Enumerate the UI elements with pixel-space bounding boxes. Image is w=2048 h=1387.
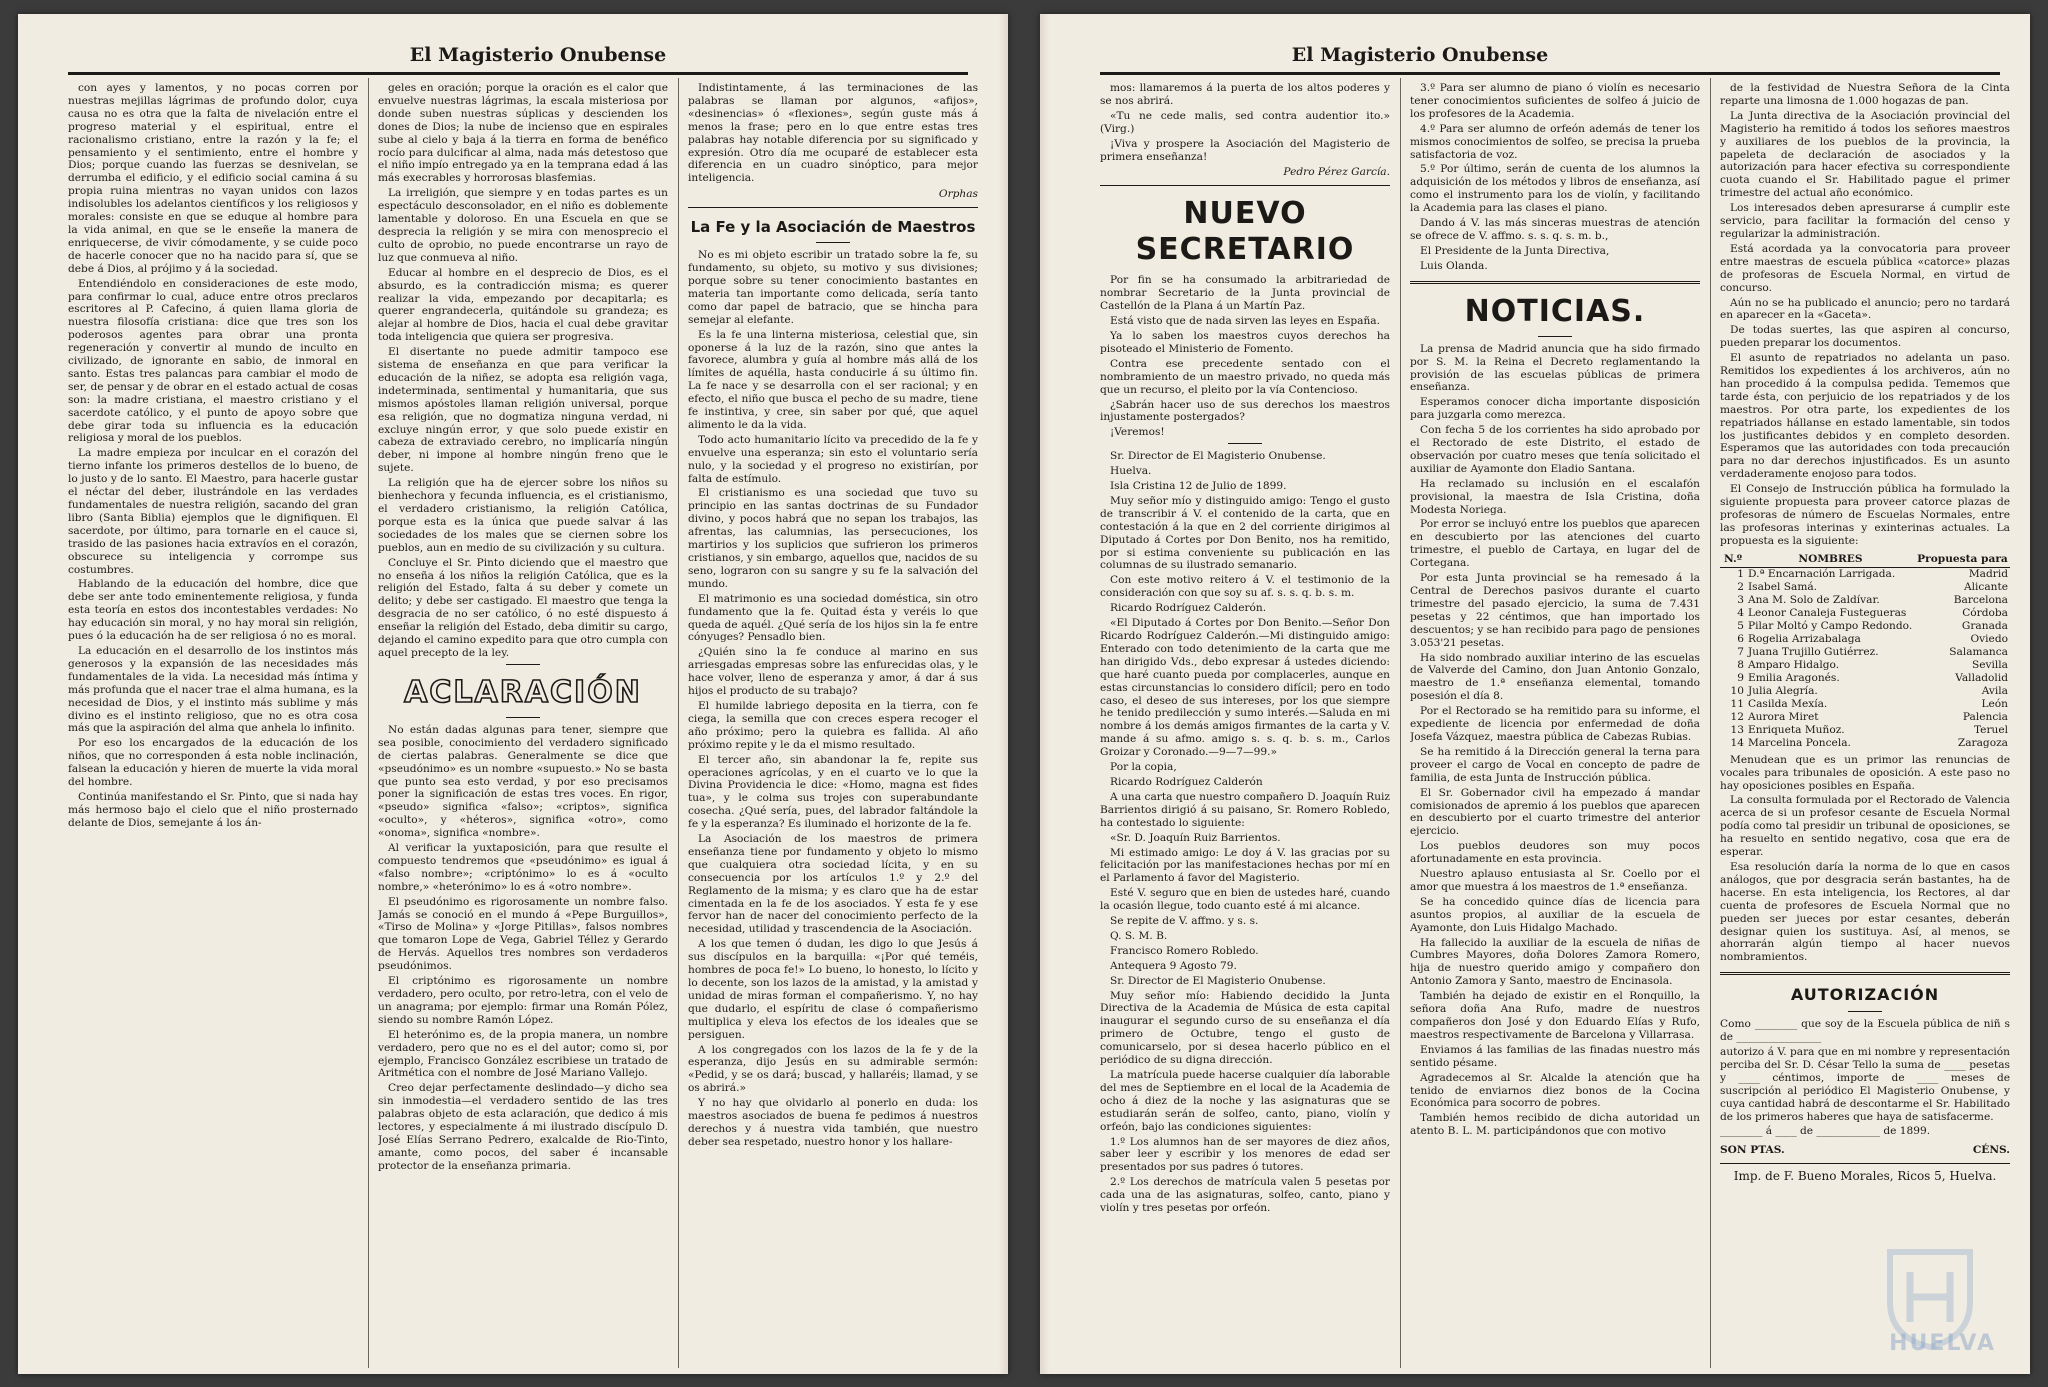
row-destination: Avila (1981, 684, 2008, 697)
left-column-2 (378, 82, 668, 1362)
col3a-text (688, 82, 978, 185)
paragraph: Huelva. (1110, 465, 1152, 478)
form-text (1720, 1018, 2010, 1138)
paragraph: de la festividad de Nuestra Señora de la Cinta reparte una limosna de 1.000 hogazas de pan. (1720, 82, 2010, 107)
paragraph: También hemos recibido de dicha autoridad un atento B. L. M. participándonos que con motivo (1410, 1112, 1700, 1138)
row-destination: Valladolid (1955, 671, 2008, 684)
paragraph: ¡Viva y prospere la Asociación del Magisterio de primera enseñanza! (1100, 137, 1390, 163)
table-row (1720, 581, 2010, 594)
paragraph: Nuestro aplauso entusiasta al Sr. Coello por el amor que muestra á los maestros de 1.ª enseñanza. (1410, 868, 1700, 893)
paragraph: Está visto que de nada sirven las leyes en España. (1110, 315, 1380, 328)
paragraph: El criptónimo es rigorosamente un nombre verdadero, pero oculto, por retro-letra, con el velo de un anagrama; por ejemplo: firmar una Román Pólez, siendo su nombre Ramón López. (378, 975, 668, 1026)
paragraph: mos: llamaremos á la puerta de los altos poderes y se nos abrirá. (1100, 82, 1390, 107)
orphas-signature: Orphas (938, 188, 978, 201)
right-page (1040, 14, 2030, 1374)
left-column-1 (68, 82, 358, 1362)
row-name: Rogelia Arrizabalaga (1748, 632, 1861, 645)
paragraph: A una carta que nuestro compañero D. Joaquín Ruiz Barrientos dirigió á su paisano, Sr. Romero Robledo, ha contestado lo siguiente: (1100, 790, 1390, 829)
table-row (1720, 685, 2010, 698)
paragraph: La madre empieza por inculcar en el corazón del tierno infante los primeros destellos de lo bueno, de lo justo y de lo santo. El Maestro, para hacerle gustar el néctar del deber, ilustrándole en las verdades fundamentales de nuestra religión, sacando del gran libro (Santa Biblia) ejemplos que le dignifiquen. El sacerdote, por último, para tornarle en el cauce si, trasido de las pasiones hacia extravíos en el corazón, obscurece su inteligencia y corrompe sus costumbres. (68, 447, 358, 576)
paragraph: Francisco Romero Robledo. (1110, 944, 1259, 957)
perez-signature: Pedro Pérez García. (1283, 166, 1390, 179)
paragraph: A los que temen ó dudan, les digo lo que Jesús á sus discípulos en la barquilla: «¡Por qué teméis, hombres de poca fe!» Lo bueno, lo honesto, lo lícito y lo decente, son los lazos de la amistad, y la amistad y unidad de miras forman el compañerismo. Y, no hay que dudarlo, el espíritu de clase ó compañerismo multiplica y eleva los efectos de los ideales que se persiguen. (688, 938, 978, 1041)
paragraph: Al verificar la yuxtaposición, para que resulte el compuesto tendremos que «pseudónimo» es igual á «falso nombre»; «criptónimo» lo es á «oculto nombre,» «heterónimo» lo es á «otro nombre». (378, 842, 668, 893)
form-footer (1720, 1144, 2010, 1157)
paragraph: 4.º Para ser alumno de orfeón además de tener los mismos conocimientos de solfeo, se precisa la prueba satisfactoria de voz. (1410, 122, 1700, 161)
row-destination: León (1981, 697, 2008, 710)
row-destination: Madrid (1968, 567, 2008, 580)
paragraph: Se repite de V. affmo. y s. s. (1110, 915, 1259, 928)
paragraph: Los interesados deben apresurarse á cumplir este servicio, para facilitar la formación del censo y regularizar la administración. (1720, 202, 2010, 240)
paragraph: Todo acto humanitario lícito va precedido de la fe y envuelve una esperanza; sin esto el voluntario sería nulo, y la sociedad y el progreso no existirían, por falta de estímulo. (688, 433, 978, 485)
row-number: 1 (1737, 567, 1744, 580)
row-destination: Sevilla (1972, 658, 2008, 671)
paragraph: Con este motivo reitero á V. el testimonio de la consideración con que soy su af. s. s. q. b. s. m. (1100, 574, 1390, 600)
paragraph: Por la copia, (1110, 761, 1177, 774)
row-number: 14 (1730, 736, 1744, 749)
paragraph: El tercer año, sin abandonar la fe, repite sus operaciones agrícolas, y en el cuarto ve lo que la Divina Providencia le dice: «Homo, magna est fides tua», y le colma sus trojes con superabundante cosecha. ¿Qué sería, pues, del labrador faltándole la fe y la esperanza? Es iluminado el horizonte de la fe. (688, 753, 978, 831)
row-name: D.ª Encarnación Larrigada. (1748, 567, 1896, 580)
paragraph: geles en oración; porque la oración es el calor que envuelve nuestras lágrimas, la escala misteriosa por donde suben nuestras súplicas y descienden los dones de Dios; la nube de incienso que en espirales sube al cielo y baja á la tierra en forma de benéfico rocío para dulcificar al alma, nada más detestoso que el niño impío entregado ya en la temprana edad á las más execrables y horrorosas blasfemias. (378, 82, 668, 185)
row-number: 8 (1737, 658, 1744, 671)
paragraph: No es mi objeto escribir un tratado sobre la fe, su fundamento, su objeto, su motivo y sus divisiones; porque sobre su tener conocimiento bastantes en materia tan importante como delicada, sería tanto como dar papel de batracio, que se hincha para semejar al elefante. (688, 249, 978, 326)
table-row (1720, 724, 2010, 737)
right-column-1 (1100, 82, 1390, 1362)
table-row (1720, 594, 2010, 607)
paragraph: Continúa manifestando el Sr. Pinto, que si nada hay más hermoso bajo el cielo que el niño prosternado delante de Dios, semejante á los án- (68, 790, 358, 829)
form-footer-cens: CÉNS. (1972, 1144, 2010, 1157)
row-destination: Teruel (1973, 723, 2008, 736)
paragraph: La educación en el desarrollo de los instintos más generosos y la expansión de las necesidades más fundamentales de la vida. La necesidad más íntima y más profunda que el nacer trae el alma humana, es la necesidad de Dios, y el instinto más sublime y más divino es el instinto religioso, que no es otra cosa más que la aspiración del alma que anhela lo infinito. (68, 644, 358, 735)
paragraph: El humilde labriego deposita en la tierra, con fe ciega, la semilla que con creces espera recoger el año próximo; pero la quiebra es fallida. Al año próximo repite y le da el mismo resultado. (688, 699, 978, 751)
paragraph: Concluye el Sr. Pinto diciendo que el maestro que no enseña á los niños la religión Católica, que es la religión del Estado, falta á su deber y comete un delito; y debe ser castigado. El maestro que tenga la desgracia de no ser católico, ó no esté dispuesto á enseñar la religión del Estado, deba dimitir su cargo, dejando el camino expedito para que otro cumpla con aquel precepto de la ley. (378, 556, 668, 659)
aclaracion-headline: ACLARACIÓN (404, 674, 642, 710)
paragraph: El Consejo de Instrucción pública ha formulado la siguiente propuesta para proveer catorce plazas de profesoras de número de Escuelas Normales, entre las profesoras interinas y exinterinas actuales. La propuesta es la siguiente: (1720, 483, 2010, 547)
paragraph: 5.º Por último, serán de cuenta de los alumnos la adquisición de los métodos y libros de enseñanza, así como el instrumento para los de violín, y facilitando la Academia para las clases el piano. (1410, 163, 1700, 215)
row-number: 13 (1730, 723, 1744, 736)
row-name: Pilar Moltó y Campo Redondo. (1748, 619, 1913, 632)
row-name: Amparo Hidalgo. (1748, 658, 1840, 671)
paragraph: Antequera 9 Agosto 79. (1110, 959, 1237, 972)
separator (1228, 443, 1262, 444)
nuevo-secretario-headline: NUEVO SECRETARIO (1135, 196, 1355, 268)
table-row (1720, 737, 2010, 750)
paragraph: No están dadas algunas para tener, siempre que sea posible, conocimiento del verdadero significado de ciertas palabras. Generalmente se dice que «pseudónimo» es un nombre «supuesto.» No se basta que punto sea esto verdad, y por eso precisamos poner la significación de estas tres voces. En rigor, «pseudo» significa «falso»; «criptos», significa «oculto», y «héteros», significa «otro», como «onoma», significa «nombre». (378, 723, 668, 840)
col6a-text (1720, 82, 2010, 548)
row-destination: Palencia (1962, 710, 2008, 723)
paragraph: Contra ese precedente sentado con el nombramiento de un maestro privado, no queda más que un recurso, el pleito por la vía Contencioso. (1100, 357, 1390, 396)
paragraph: «Tu ne cede malis, sed contra audentior ito.» (Virg.) (1100, 109, 1390, 135)
paragraph: La prensa de Madrid anuncia que ha sido firmado por S. M. la Reina el Decreto reglamentando la provisión de las escuelas públicas de primera enseñanza. (1410, 342, 1700, 394)
fe-headline: La Fe y la Asociación de Maestros (690, 218, 976, 237)
paragraph: Ha sido nombrado auxiliar interino de las escuelas de Valverde del Camino, don Juan Antonio Gonzalo, maestro de 1.ª enseñanza elemental, tomando posesión el día 8. (1410, 651, 1700, 703)
right-column-3 (1720, 82, 2010, 1362)
row-name: Casilda Mexía. (1748, 697, 1828, 710)
paragraph: Con fecha 5 de los corrientes ha sido aprobado por el Rectorado de este Distrito, el estado de observación por cuatro meses que tenía solicitado el auxiliar de Ayamonte don Eladio Santana. (1410, 424, 1700, 475)
row-destination: Barcelona (1953, 593, 2008, 606)
paragraph: La irreligión, que siempre y en todas partes es un espectáculo desconsolador, en el niño es doblemente lamentable y doloroso. En una Escuela en que se desprecia la religión y se mira con menosprecio el culto de oprobio, no puede encontrarse un rayo de luz que conmueva al niño. (378, 187, 668, 264)
paragraph: Menudean que es un primor las renuncias de vocales para tribunales de oposición. A este paso no hay oposiciones posibles en España. (1720, 753, 2010, 792)
masthead-left: El Magisterio Onubense (409, 44, 667, 66)
table-row (1720, 698, 2010, 711)
noticias-headline: NOTICIAS. (1464, 293, 1646, 329)
separator (1720, 1163, 2010, 1164)
paragraph: Ha reclamado su inclusión en el escalafón provisional, la maestra de Isla Cristina, doña Modesta Noriega. (1410, 477, 1700, 516)
separator (688, 207, 978, 208)
row-destination: Granada (1961, 619, 2008, 632)
col5b-text (1410, 343, 1700, 1138)
row-destination: Zaragoza (1957, 736, 2008, 749)
col4c-text (1100, 450, 1390, 1215)
paragraph: Es la fe una linterna misteriosa, celestial que, sin oponerse á la luz de la razón, sino que antes la favorece, alumbra y guía al hombre más allá de los límites de aquélla, hasta conducirle á su último fin. La fe nace y se desarrolla con el ser racional; y en efecto, el niño que busca el pecho de su madre, tiene fe instintiva, y cree, sin saber por qué, que aquel alimento le da la vida. (688, 328, 978, 431)
paragraph: ¿Quién sino la fe conduce al marino en sus arriesgadas empresas sobre las enfurecidas olas, y le hace volver, lleno de esperanza y amor, á dar á sus hijos el producto de su trabajo? (688, 646, 978, 698)
paragraph: 2.º Los derechos de matrícula valen 5 pesetas por cada una de las asignaturas, solfeo, canto, piano y violín y tres pesetas por orfeón. (1100, 1176, 1390, 1215)
row-name: Julia Alegría. (1748, 684, 1818, 697)
paragraph: Por esta Junta provincial se ha remesado á la Central de Derechos pasivos durante el cuarto trimestre del pasado ejercicio, la suma de 7.431 pesetas y 22 céntimos, que han importado los descuentos; y se han recibido para pago de pensiones 3.053'21 pesetas. (1410, 572, 1700, 649)
paragraph: ________ á ____ de ____________ de 1899. (1720, 1125, 1931, 1138)
paragraph: Por eso los encargados de la educación de los niños, que no corresponden á esta noble inclinación, falsean la educación y hieren de muerte la vida moral del hombre. (68, 737, 358, 789)
row-name: Ana M. Solo de Zaldívar. (1748, 593, 1880, 606)
paragraph: El Sr. Gobernador civil ha empezado á mandar comisionados de apremio á los pueblos que aparecen en descubierto por el cuarto trimestre del anterior ejercicio. (1410, 786, 1700, 838)
paragraph: Enviamos á las familias de las finadas nuestro más sentido pésame. (1410, 1043, 1700, 1069)
column-rule (1400, 78, 1401, 1368)
paragraph: ¡Veremos! (1110, 426, 1165, 439)
paragraph: Hablando de la educación del hombre, dice que debe ser ante todo eminentemente religiosa, y funda esta teoría en estos dos incontestables verdades: No hay educación sin moral, y no hay moral sin religión, pues ó la educación ha de ser religiosa ó no es moral. (68, 578, 358, 643)
paragraph: Creo dejar perfectamente deslindado—y dicho sea sin inmodestia—el verdadero sentido de las tres palabras objeto de esta aclaración, que dedico á mis lectores, y especialmente á mi ilustrado discípulo D. José Elías Serrano Pedrero, exalcalde de Rio-Tinto, amante, como pocos, del saber é incansable protector de la enseñanza primaria. (378, 1082, 668, 1172)
row-number: 2 (1737, 580, 1744, 593)
col5a-text (1410, 82, 1700, 273)
table-row (1720, 646, 2010, 659)
paragraph: Sr. Director de El Magisterio Onubense. (1110, 450, 1326, 463)
paragraph: Aún no se ha publicado el anuncio; pero no tardará en aparecer en la «Gaceta». (1720, 296, 2010, 322)
table-row (1720, 711, 2010, 724)
paragraph: Se ha concedido quince días de licencia para asuntos propios, al auxiliar de la escuela de Ayamonte, don Luis Hidalgo Machado. (1410, 895, 1700, 934)
masthead-rule-left (68, 72, 968, 75)
paragraph: ¿Sabrán hacer uso de sus derechos los maestros injustamente postergados? (1100, 398, 1390, 424)
paragraph: El pseudónimo es rigorosamente un nombre falso. Jamás se conoció en el mundo á «Pepe Burguillos», «Tirso de Molina» y «Jorge Pitillas», falsos nombres que tomaron Lope de Vega, Gabriel Téllez y Gerardo de Hervás. Aquellos tres nombres son verdaderos pseudónimos. (378, 895, 668, 973)
paragraph: Isla Cristina 12 de Julio de 1899. (1110, 480, 1287, 493)
page-fold (1040, 14, 1050, 1374)
left-column-3 (688, 82, 978, 1362)
row-name: Aurora Miret (1748, 710, 1819, 723)
paragraph: El cristianismo es una sociedad que tuvo su principio en las santas doctrinas de su Fundador divino, y pocos habrá que no sepan los trabajos, las afrentas, las calumnias, las persecuciones, los martirios y los suplicios que sufrieron los primeros cristianos, y sin embargo, aquellos que, nacidos de su seno, lograron con su sangre y su fe la salvación del mundo. (688, 487, 978, 590)
masthead-right: El Magisterio Onubense (1291, 44, 1549, 66)
paragraph: La religión que ha de ejercer sobre los niños su bienhechora y fecunda influencia, es el cristianismo, el verdadero cristianismo, la religión Católica, porque esta es la única que puede salvar á las sociedades de los males que se ciernen sobre los pueblos, aun en medio de su civilización y su cultura. (378, 477, 668, 554)
paragraph: El heterónimo es, de la propia manera, un nombre verdadero, pero que no es el del autor; como si, por ejemplo, Francisco González escribiese un tratado de Aritmética con el nombre de José Mariano Vallejo. (378, 1028, 668, 1080)
paragraph: Ricardo Rodríguez Calderón (1110, 775, 1263, 788)
paragraph: «El Diputado á Cortes por Don Benito.—Señor Don Ricardo Rodríguez Calderón.—Mi distinguido amigo: Enterado con todo detenimiento de la carta que me han dirigido Vds., debo expresar á ustedes diciendo: que haré cuanto pueda por complacerles, aunque en estas circunstancias lo considero difícil; pero en todo caso, el deseo de sus intereses, por los que siempre he tenido predilección y sumo interés.—Saluda en mi nombre á los demás amigos firmantes de la carta y V. mande á su afmo. amigo s. s. q. b. s. m., Carlos Groizar y Coronado.—9—7—99.» (1100, 617, 1390, 759)
column-rule (678, 78, 679, 1368)
paragraph: Por el Rectorado se ha remitido para su informe, el expediente de licencia por enfermedad de doña Josefa Vázquez, maestra pública de Cabezas Rubias. (1410, 705, 1700, 743)
row-destination: Córdoba (1962, 606, 2008, 619)
paragraph: Esperamos conocer dicha importante disposición para juzgarla como merezca. (1410, 396, 1700, 422)
paragraph: Como ________ que soy de la Escuela pública de niñ s de ________________ (1720, 1018, 2010, 1044)
row-name: Isabel Samá. (1748, 580, 1818, 593)
paragraph: Está acordada ya la convocatoria para proveer entre maestras de escuela pública «catorce» plazas de profesoras de Escuela Normal, en virtud de concurso. (1720, 242, 2010, 294)
row-destination: Oviedo (1970, 632, 2008, 645)
row-name: Juana Trujillo Gutiérrez. (1748, 645, 1879, 658)
autorizacion-headline: AUTORIZACIÓN (1790, 985, 1940, 1005)
separator (816, 242, 850, 243)
separator (1848, 1011, 1882, 1012)
row-number: 7 (1737, 645, 1744, 658)
masthead-rule-right (1100, 72, 2000, 75)
row-number: 10 (1730, 684, 1744, 697)
paragraph: De todas suertes, las que aspiren al concurso, pueden preparar los documentos. (1720, 324, 2010, 350)
separator (506, 717, 540, 718)
col2b-text (378, 724, 668, 1173)
row-number: 9 (1737, 671, 1744, 684)
col2a-text (378, 82, 668, 660)
paragraph: Muy señor mío y distinguido amigo: Tengo el gusto de transcribir á V. el contenido de la carta, que en contestación á la que en 2 del corriente dirigimos al Diputado á Cortes por Don Benito, nos ha remitido, por si estima conveniente su publicación en las columnas de su ilustrado semanario. (1100, 494, 1390, 572)
paragraph: Q. S. M. B. (1110, 929, 1168, 942)
paragraph: A los congregados con los lazos de la fe y de la esperanza, dijo Jesús en su admirable sermón: «Pedid, y se os dará; buscad, y hallaréis; llamad, y se os abrirá.» (688, 1043, 978, 1095)
row-name: Marcelina Poncela. (1748, 736, 1851, 749)
paragraph: Luis Olanda. (1420, 259, 1488, 272)
table-row (1720, 672, 2010, 685)
page-fold (998, 14, 1008, 1374)
row-name: Emilia Aragonés. (1748, 671, 1840, 684)
table-row (1720, 607, 2010, 620)
paragraph: La consulta formulada por el Rectorado de Valencia acerca de si un profesor cesante de Escuela Normal podía como tal presidir un tribunal de oposiciones, se ha resuelto en sentido negativo, cosa que era de esperar. (1720, 794, 2010, 859)
separator (1538, 336, 1572, 337)
row-destination: Alicante (1963, 580, 2008, 593)
paragraph: Por fin se ha consumado la arbitrariedad de nombrar Secretario de la Junta provincial de Castellón de la Plana á un Martín Paz. (1100, 274, 1390, 313)
paragraph: La matrícula puede hacerse cualquier día laborable del mes de Septiembre en el local de la Academia de ocho á diez de la noche y las asignaturas que se estudiarán serán de solfeo, canto, piano, violín y orfeón, bajo las condiciones siguientes: (1100, 1069, 1390, 1133)
propuesta-table (1720, 552, 2010, 750)
col6b-text (1720, 754, 2010, 965)
row-name: Leonor Canaleja Fustegueras (1748, 606, 1907, 619)
row-number: 11 (1730, 697, 1744, 710)
paragraph: «Sr. D. Joaquín Ruiz Barrientos. (1110, 831, 1281, 844)
col4a-text (1100, 82, 1390, 163)
col3b-text (688, 249, 978, 1149)
row-number: 3 (1737, 593, 1744, 606)
col1-text (68, 82, 358, 830)
paragraph: Educar al hombre en el desprecio de Dios, es el absurdo, es la contradicción misma; es querer realizar la vida, empezando por decapitarla; es querer engrandecerla, quitándole su grandeza; es alejar al hombre de Dios, hacia el cual debe gravitar toda inteligencia que quiera ser progresiva. (378, 266, 668, 344)
paragraph: Y no hay que olvidarlo al ponerlo en duda: los maestros asociados de buena fe pedimos á nuestros derechos y á nuestra vida también, que nuestro deber sea respetado, nuestro honor y los hallare- (688, 1097, 978, 1148)
table-header: N.º (1720, 552, 1746, 568)
paragraph: El Presidente de la Junta Directiva, (1420, 244, 1610, 257)
table-row (1720, 567, 2010, 581)
paragraph: La Asociación de los maestros de primera enseñanza tiene por fundamento y objeto lo mismo que cualquiera otra sociedad lícita, y en su consecuencia por los artículos 1.º y 2.º del Reglamento de la misma; y es claro que ha de estar cimentada en la fe de los asociados. Y esta fe y ese fervor han de nacer del conocimiento perfecto de la necesidad, utilidad y trascendencia de la Asociación. (688, 833, 978, 936)
row-name: Enriqueta Muñoz. (1748, 723, 1845, 736)
paragraph: Se ha remitido á la Dirección general la terna para proveer el cargo de Vocal en concepto de padre de familia, de esta Junta de Instrucción pública. (1410, 745, 1700, 784)
paragraph: Entendiéndolo en consideraciones de este modo, para confirmar lo cual, aduce entre otros preclaros escritores al P. Cafecino, á quien llama gloria de nuestra filosofía cristiana: dice que tres son los poderosos agentes para obrar una pronta regeneración y convertir al mundo de inculto en civilizado, de ignorante en sabio, de inmoral en santo. Estas tres palancas para cambiar el modo de ser, de pensar y de obrar en el estado actual de cosas son: la madre cristiana, el maestro cristiano y el sacerdote católico, y el punto de apoyo sobre que debe girar toda su influencia es la educación religiosa y moral de los pueblos. (68, 277, 358, 445)
row-number: 4 (1737, 606, 1744, 619)
right-column-2 (1410, 82, 1700, 1362)
paragraph: Dando á V. las más sinceras muestras de atención se ofrece de V. affmo. s. s. q. s. m. b., (1410, 217, 1700, 242)
paragraph: Muy señor mío: Habiendo decidido la Junta Directiva de la Academia de Música de esta capital inaugurar el segundo curso de su enseñanza el día primero de Octubre, tengo el gusto de comunicarselo, por si desea hacerlo público en el periódico de su digna dirección. (1100, 989, 1390, 1067)
paragraph: Esté V. seguro que en bien de ustedes haré, cuando la ocasión llegue, todo cuanto esté á mi alcance. (1100, 887, 1390, 913)
column-rule (368, 78, 369, 1368)
paragraph: Esa resolución daría la norma de lo que en casos análogos, que por desgracia serán bastantes, ha de hacerse. En esta inteligencia, los Rectores, al dar cuenta de profesores de Escuela Normal que no pueden ser jueces por estar cesantes, deberán designar quien los sustituya. Así, al menos, se ahorrarán algún tiempo al hacer nuevos nombramientos. (1720, 860, 2010, 964)
paragraph: El disertante no puede admitir tampoco ese sistema de enseñanza en que para verificar la educación de la niñez, se adopta esa religión vaga, indeterminada, sentimental y humanitaria, que sus mismos apóstoles llaman religión universal, porque esa religión, que no dogmatiza ninguna verdad, ni excluye ningún error, y que solo puede existir en cabeza de extraviado cerebro, no implicaría ningún deber, ni impone al hombre ningún freno que le sujete. (378, 346, 668, 475)
paragraph: Agradecemos al Sr. Alcalde la atención que ha tenido de enviarnos diez bonos de la Cocina Económica para socorro de pobres. (1410, 1071, 1700, 1110)
paragraph: Ricardo Rodríguez Calderón. (1110, 602, 1267, 615)
paragraph: Mi estimado amigo: Le doy á V. las gracias por su felicitación por las manifestaciones hechas por mí en el Parlamento á favor del Magisterio. (1100, 846, 1390, 885)
row-number: 12 (1730, 710, 1744, 723)
table-header: NOMBRES (1746, 552, 1915, 568)
separator (1720, 972, 2010, 975)
paragraph: con ayes y lamentos, y no pocas corren por nuestras mejillas lágrimas de profundo dolor, cuya causa no es otra que la falta de nivelación entre el progreso material y el espiritual, entre el racionalismo cristiano, entre la razón y la fe; el pensamiento y el sentimiento, entre el hombre y Dios; porque cuando las fuerzas se desnivelan, se derrumba el edificio, y el edificio social camina á su propia ruina mientras no vayan unidos con lazos indisolubles los adelantos científicos y los religiosos y morales: consiste en que se eduque al hombre para la vida animal, en que se le enseñe la manera de enriquecerse, de vivir cómodamente, y se cuide poco de hacerle conocer que no ha nacido para sí, que se debe á Dios, al prójimo y á la sociedad. (68, 82, 358, 275)
table-row (1720, 620, 2010, 633)
paragraph: Ha fallecido la auxiliar de la escuela de niñas de Cumbres Mayores, doña Dolores Zamora Romero, hija de nuestro querido amigo y compañero don Antonio Zamora y Santo, maestro de Encinasola. (1410, 936, 1700, 988)
separator (1100, 185, 1390, 186)
paragraph: Indistintamente, á las terminaciones de las palabras se llaman por algunos, «afijos», «desinencias» ó «flexiones», según guste más á menos la frase; pero en lo que entre estas tres palabras hay notable diferencia por su significado y expresión. Otro día me ocuparé de establecer esta diferencia en un cuadro sinóptico, para mejor inteligencia. (688, 82, 978, 185)
paragraph: El asunto de repatriados no adelanta un paso. Remitidos los expedientes á los archiveros, aún no han procedido á la compulsa pedida. Tememos que tarde ésta, con perjuicio de los repatriados y de los maestros. Por otra parte, los expedientes de los repatriados hállanse en estado lamentable, sin todos los justificantes debidos y en completo desorden. Esperamos que las autoridades con toda precaución para no dar derechos injustificados. Es un asunto verdaderamente enojoso para todos. (1720, 352, 2010, 481)
paragraph: Sr. Director de El Magisterio Onubense. (1110, 974, 1326, 987)
col4b-text (1100, 274, 1390, 439)
column-rule (1710, 78, 1711, 1368)
row-destination: Salamanca (1949, 645, 2008, 658)
paragraph: El matrimonio es una sociedad doméstica, sin otro fundamento que la fe. Quitad ésta y veréis lo que queda de aquél. ¿Qué sería de los hijos sin la fe entre cónyuges? Pensadlo bien. (688, 592, 978, 644)
paragraph: 3.º Para ser alumno de piano ó violín es necesario tener conocimientos suficientes de solfeo á juicio de los profesores de la Academia. (1410, 82, 1700, 120)
paragraph: Por error se incluyó entre los pueblos que aparecen en descubierto por las atenciones del cuarto trimestre, el pueblo de Cartaya, en lugar del de Cortegana. (1410, 518, 1700, 570)
table-row (1720, 659, 2010, 672)
paragraph: También ha dejado de existir en el Ronquillo, la señora doña Ana Rufo, madre de nuestros compañeros don José y don Eduardo Elías y Rufo, maestros respectivamente de Barcelona y Villarrasa. (1410, 990, 1700, 1041)
archive-watermark: HUELVA (1889, 1331, 1996, 1356)
form-footer-ptas: SON PTAS. (1720, 1144, 1785, 1157)
imprint: Imp. de F. Bueno Morales, Ricos 5, Huelva. (1733, 1169, 1997, 1184)
separator (506, 664, 540, 665)
paragraph: Ya lo saben los maestros cuyos derechos ha pisoteado el Ministerio de Fomento. (1100, 329, 1390, 355)
table-row (1720, 633, 2010, 646)
left-page (18, 14, 1008, 1374)
paragraph: 1.º Los alumnos han de ser mayores de diez años, saber leer y escribir y los menores de edad ser presentados por sus padres ó tutores. (1100, 1135, 1390, 1174)
separator (1410, 281, 1700, 284)
row-number: 6 (1737, 632, 1744, 645)
table-header-row (1720, 552, 2010, 568)
paragraph: Los pueblos deudores son muy pocos afortunadamente en esta provincia. (1410, 840, 1700, 866)
paragraph: La Junta directiva de la Asociación provincial del Magisterio ha remitido á todos los señores maestros y auxiliares de los pueblos de la provincia, la papeleta de declaración de asociados y la autorización para hacer efectiva su correspondiente cuota cuando el Sr. Habilitado pague el primer trimestre del actual año económico. (1720, 109, 2010, 200)
row-number: 5 (1737, 619, 1744, 632)
table-header: Propuesta para (1915, 552, 2010, 568)
paragraph: autorizo á V. para que en mi nombre y representación perciba del Sr. D. César Tello la suma de ____ pesetas y ____ céntimos, importe de ____ meses de suscripción al periódico El Magisterio Onubense, y cuya cantidad habrá de descontarme el Sr. Habilitado de los primeros haberes que haya de satisfacerme. (1720, 1046, 2010, 1123)
table-body (1720, 567, 2010, 750)
